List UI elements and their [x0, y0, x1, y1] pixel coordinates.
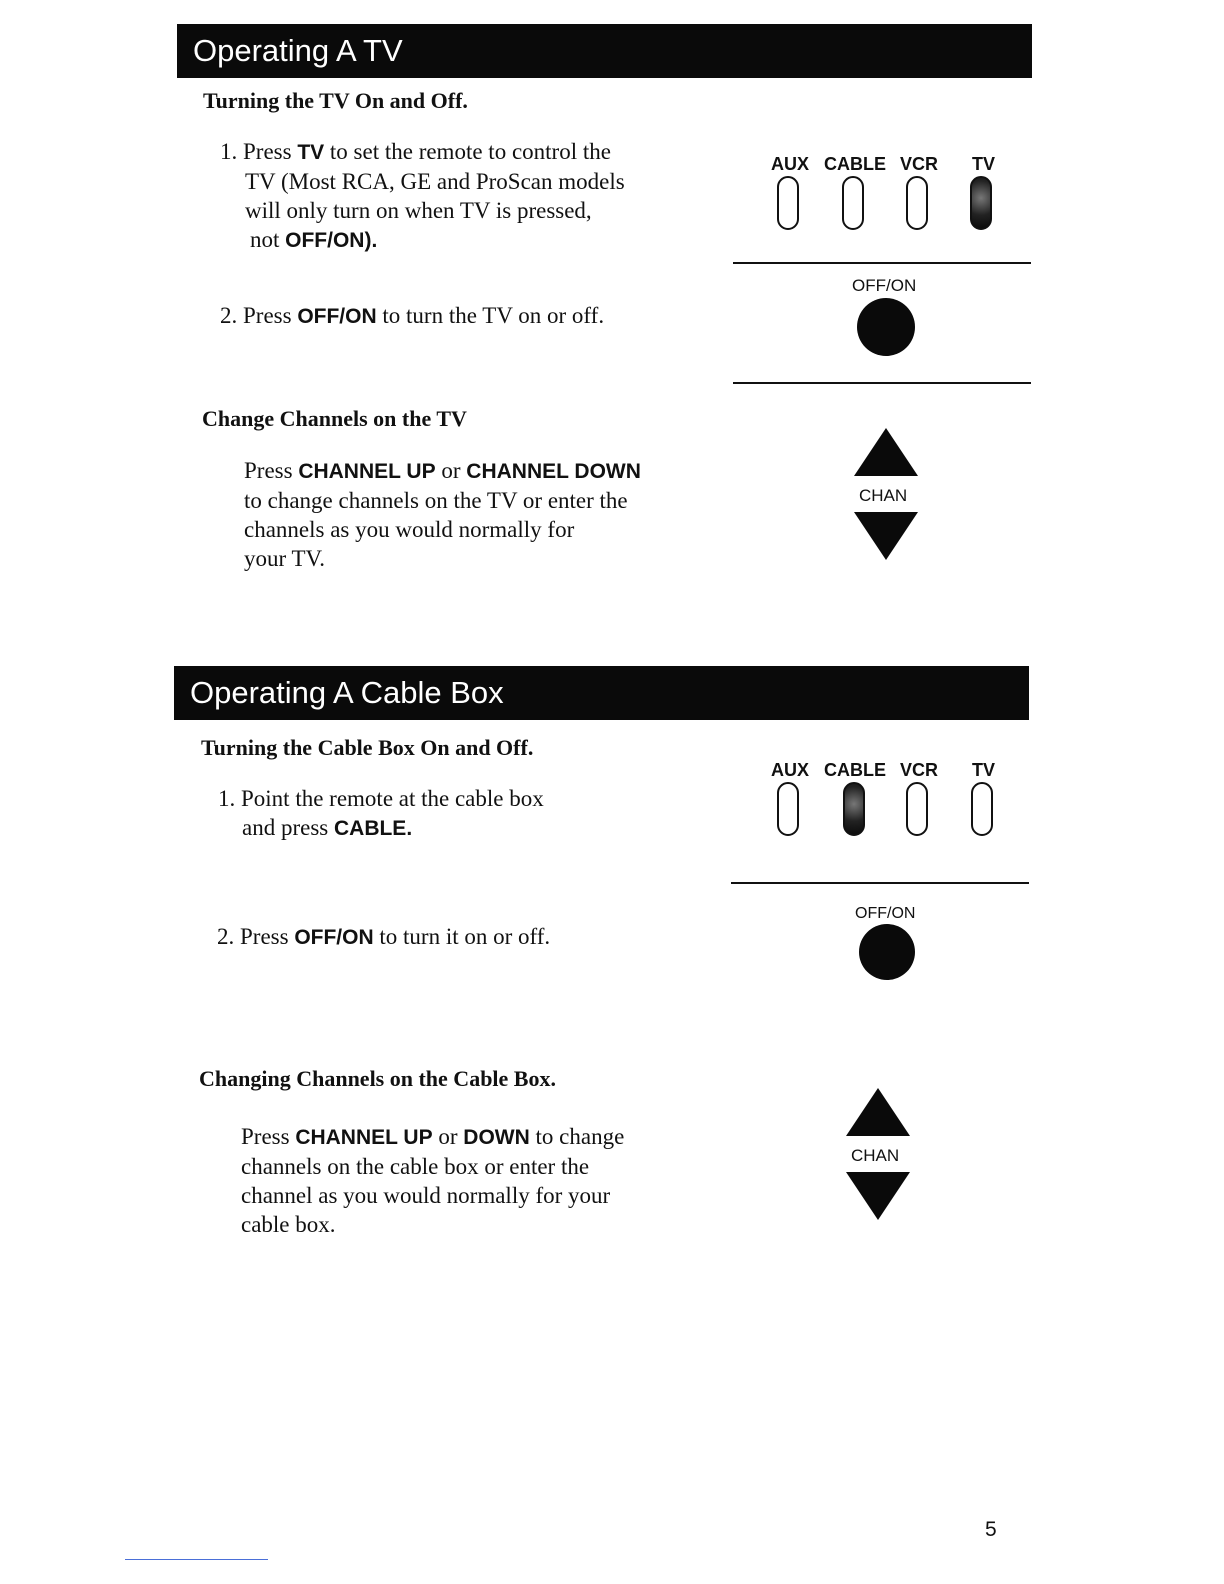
cable-mode-button-active[interactable] — [843, 782, 865, 836]
mode-label-tv: TV — [972, 760, 996, 780]
tv-power-step-1: 1. Press TV to set the remote to control the TV (Most RCA, GE and ProScan models will only turn on when TV is pressed, not OFF/ON). — [220, 139, 625, 252]
tv-mode-button-active[interactable] — [970, 176, 992, 230]
divider — [733, 262, 1031, 264]
tv-power-heading: Turning the TV On and Off. — [203, 88, 468, 113]
footer-line — [125, 1559, 268, 1560]
mode-label-aux: AUX — [771, 760, 810, 780]
cable-channels-text: Press CHANNEL UP or DOWN to change channels on the cable box or enter the channel as you would normally for your cable box. — [241, 1124, 625, 1237]
aux-mode-button[interactable] — [777, 782, 799, 836]
divider — [733, 382, 1031, 384]
mode-label-tv: TV — [972, 154, 996, 174]
power-button[interactable] — [857, 298, 915, 356]
cable-power-step-2: 2. Press OFF/ON to turn it on or off. — [217, 924, 551, 949]
cable-power-step-1: 1. Point the remote at the cable box and press CABLE. — [218, 786, 544, 840]
aux-mode-button[interactable] — [777, 176, 799, 230]
mode-label-vcr: VCR — [900, 154, 939, 174]
vcr-mode-button[interactable] — [906, 782, 928, 836]
mode-label-aux: AUX — [771, 154, 810, 174]
tv-section-banner — [177, 24, 1032, 78]
tv-power-step-2: 2. Press OFF/ON to turn the TV on or off. — [220, 303, 605, 328]
tv-channels-text: Press CHANNEL UP or CHANNEL DOWN to change channels on the TV or enter the channels as you would normally for your TV. — [244, 458, 641, 571]
cable-section-banner — [174, 666, 1029, 720]
power-button[interactable] — [859, 924, 915, 980]
channel-label: CHAN — [859, 486, 908, 505]
channel-up-button[interactable] — [854, 428, 918, 476]
power-button-label: OFF/ON — [855, 905, 916, 922]
tv-mode-button[interactable] — [971, 782, 993, 836]
channel-up-button[interactable] — [846, 1088, 910, 1136]
page-number: 5 — [985, 1518, 997, 1541]
channel-label: CHAN — [851, 1146, 900, 1165]
power-button-label: OFF/ON — [852, 276, 917, 295]
mode-label-cable: CABLE — [824, 154, 886, 174]
channel-down-button[interactable] — [846, 1172, 910, 1220]
cable-mode-button[interactable] — [842, 176, 864, 230]
tv-section-title: Operating A TV — [193, 33, 403, 68]
cable-channels-heading: Changing Channels on the Cable Box. — [199, 1066, 556, 1091]
vcr-mode-button[interactable] — [906, 176, 928, 230]
divider — [731, 882, 1029, 884]
mode-label-vcr: VCR — [900, 760, 939, 780]
cable-section-title: Operating A Cable Box — [190, 675, 504, 710]
cable-power-heading: Turning the Cable Box On and Off. — [201, 735, 534, 760]
mode-label-cable: CABLE — [824, 760, 886, 780]
tv-channels-heading: Change Channels on the TV — [202, 406, 467, 431]
channel-down-button[interactable] — [854, 512, 918, 560]
